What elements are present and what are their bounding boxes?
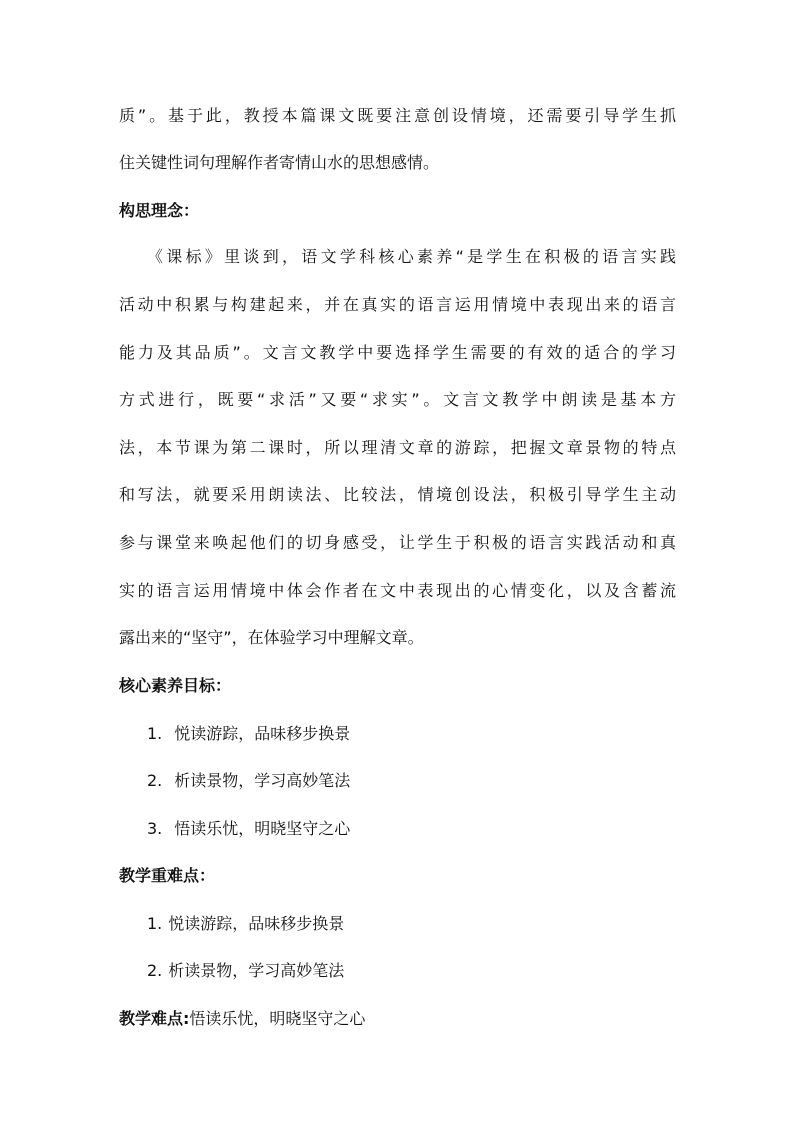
difficulty-label: 教学难点: bbox=[119, 1009, 190, 1028]
key-points-heading: 教学重难点： bbox=[119, 866, 216, 885]
goal-item-number: 1. bbox=[147, 724, 163, 743]
goal-item-number: 2. bbox=[147, 771, 163, 790]
goal-item-text: 悦读游踪，品味移步换景 bbox=[174, 724, 351, 743]
concept-line-8: 实的语言运用情境中体会作者在文中表现出的心情变化，以及含蓄流 bbox=[119, 581, 676, 600]
goal-item-text: 悟读乐忧，明晓坚守之心 bbox=[174, 819, 351, 838]
concept-line-5: 法，本节课为第二课时，所以理清文章的游踪，把握文章景物的特点 bbox=[119, 438, 676, 457]
goal-item-2 bbox=[147, 770, 350, 792]
key-point-number: 2. bbox=[147, 961, 163, 980]
difficulty-line bbox=[119, 1008, 365, 1030]
intro-line-2: 住关键性词句理解作者寄情山水的思想感情。 bbox=[119, 153, 440, 172]
concept-line-7: 参与课堂来唤起他们的切身感受，让学生于积极的语言实践活动和真 bbox=[119, 533, 676, 552]
goal-item-3 bbox=[147, 818, 350, 840]
intro-line-1: 质”。基于此，教授本篇课文既要注意创设情境，还需要引导学生抓 bbox=[119, 106, 676, 125]
key-point-number: 1. bbox=[147, 914, 163, 933]
goal-item-1 bbox=[147, 723, 350, 745]
key-point-item-2 bbox=[147, 960, 344, 982]
goals-heading: 核心素养目标： bbox=[119, 676, 232, 695]
key-point-text: 析读景物，学习高妙笔法 bbox=[168, 961, 345, 980]
concept-line-6: 和写法，就要采用朗读法、比较法，情境创设法，积极引导学生主动 bbox=[119, 485, 676, 504]
concept-heading: 构思理念： bbox=[119, 201, 200, 220]
concept-line-9: 露出来的“坚守”，在体验学习中理解文章。 bbox=[119, 628, 424, 647]
concept-line-4: 方式进行，既要“求活”又要“求实”。文言文教学中朗读是基本方 bbox=[119, 390, 676, 409]
key-point-item-1 bbox=[147, 913, 344, 935]
concept-line-2: 活动中积累与构建起来，并在真实的语言运用情境中表现出来的语言 bbox=[119, 295, 676, 314]
key-point-text: 悦读游踪，品味移步换景 bbox=[168, 914, 345, 933]
difficulty-text: 悟读乐忧，明晓坚守之心 bbox=[189, 1009, 366, 1028]
concept-line-3: 能力及其品质”。文言文教学中要选择学生需要的有效的适合的学习 bbox=[119, 343, 676, 362]
concept-line-1: 《课标》里谈到，语文学科核心素养“是学生在积极的语言实践 bbox=[147, 247, 676, 266]
goal-item-text: 析读景物，学习高妙笔法 bbox=[174, 771, 351, 790]
goal-item-number: 3. bbox=[147, 819, 163, 838]
